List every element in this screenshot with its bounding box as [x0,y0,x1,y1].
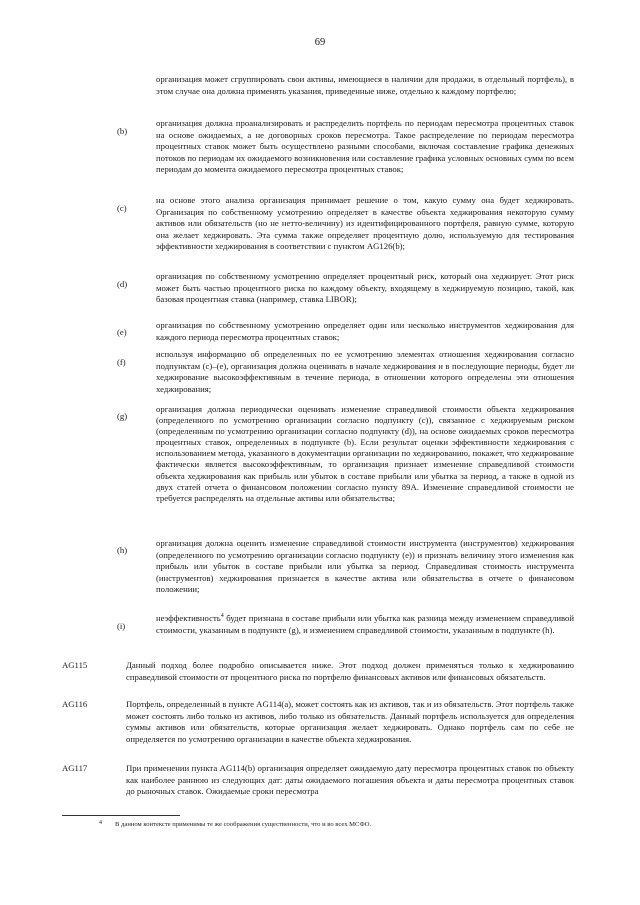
page-number: 69 [314,37,326,48]
footnote-ref: 4 [220,613,224,620]
list-item-text: организация должна проанализировать и распределить портфель по периодам пересмотра процентных ставок на основе ожидаемых, а не договорных сроков пересмотра. Такое распределение по периодам пересмотра процентных ставок может быть осуществлено разными способами, включая составление графика денежных потоков по периодам их ожидаемого возникновения или составление графика условных основных сумм по всем периодам до момента ожидаемого пересмотра процентных ставок; [156,118,574,175]
list-item-label: (f) [117,357,126,367]
list-item-label: (e) [117,327,127,337]
intro-text: организация может сгруппировать свои активы, имеющиеся в наличии для продажи, в отдельный портфель), в этом случае она должна применять указания, приведенные ниже, отдельно к каждому портфелю; [156,74,574,96]
paragraph-text: Данный подход более подробно описывается ниже. Этот подход должен применяться только к хеджированию справедливой стоимости от процентного риска по портфелю финансовых активов или финансовых обязательств. [126,660,574,682]
footnote-divider [62,815,180,816]
list-item-label: (g) [117,411,128,421]
list-item-label: (i) [117,621,126,631]
list-item-label: (d) [117,279,128,289]
item-text-end: будет признана в составе прибыли или убытка как разница между изменением справедливой стоимости, указанным в подпункте (g), и изменением справедливой стоимости, указанным в подпункте (h). [156,613,574,635]
list-item-text: организация должна оценить изменение справедливой стоимости инструмента (инструментов) хеджирования (определенного по усмотрению организации согласно подпункту (e)) и признать величину этого изменения как прибыль или убыток в составе прибыли или убытка за период. Справедливая стоимость инструмента (инструментов) хеджирования признается в качестве актива или обязательства в отчете о финансовом положении; [156,538,574,595]
list-item-text: организация должна периодически оценивать изменение справедливой стоимости объекта хеджирования (определенного по усмотрению организации согласно подпункту (c)), связанное с хеджируемым риском (определенным по усмотрению организации согласно подпункту (d)), на основе ожидаемых сроков пересмотра процентных ставок, определенных в подпункте (b). Если результат оценки эффективности хеджирования с использованием метода, указанного в документации организации по хеджированию, покажет, что хеджирование фактически является высокоэффективным, то организация признает изменение справедливой стоимости объекта хеджирования как прибыль или убыток в составе прибыли или убытка за период, а также в одной из двух статей отчета о финансовом положении согласно пункту 89A. Изменение справедливой стоимости не требуется распределять на отдельные активы или обязательства; [156,404,574,503]
paragraph-label: AG117 [62,763,88,773]
list-item-label: (h) [117,545,128,555]
list-item-text: организация по собственному усмотрению определяет один или несколько инструментов хеджирования для каждого периода пересмотра процентных ставок; [156,320,574,342]
list-item-label: (b) [117,126,128,136]
list-item-text: организация по собственному усмотрению определяет процентный риск, который она хеджирует. Этот риск может быть частью процентного риска по каждому объекту, входящему в хеджируемую позицию, такой, как базовая процентная ставка (например, ставка LIBOR); [156,271,574,305]
list-item-text [156,613,574,636]
paragraph-label: AG116 [62,699,88,709]
paragraph-text: При применении пункта AG114(b) организация определяет ожидаемую дату пересмотра процентных ставок по объекту как наиболее раннюю из следующих дат: даты ожидаемого погашения объекта и даты пересмотра процентных ставок до рыночных ставок. Ожидаемые сроки пересмотра [126,763,574,797]
paragraph-label: AG115 [62,660,88,670]
footnote-mark: 4 [99,820,102,826]
item-text-start: неэффективность [156,613,221,623]
footnote-text: В данном контексте применимы те же соображения существенности, что и во всех МСФО. [115,821,372,828]
list-item-text: на основе этого анализа организация принимает решение о том, какую сумму она будет хеджировать. Организация по собственному усмотрению определяет в качестве объекта хеджирования некоторую сумму активов или обязательств (но не нетто-величину) из идентифицированного портфеля, равную сумме, которую она желает хеджировать. Эта сумма также определяет процентную долю, используемую для тестирования эффективности хеджирования в соответствии с пунктом AG126(b); [156,195,574,252]
list-item-label: (c) [117,203,127,213]
list-item-text: используя информацию об определенных по ее усмотрению элементах отношения хеджирования согласно подпунктам (c)–(e), организация должна оценивать в начале хеджирования и в последующие периоды, будет ли хеджирование высокоэффективным в течение периода, в отношении которого определены эти отношения хеджирования; [156,349,574,394]
paragraph-text: Портфель, определенный в пункте AG114(a), может состоять как из активов, так и из обязательств. Этот портфель также может состоять либо только из активов, либо только из обязательств. Данный портфель используется для определения суммы активов или обязательств, которые организация желает хеджировать. Однако портфель сам по себе не определяется по усмотрению организации в качестве объекта хеджирования. [126,699,574,744]
